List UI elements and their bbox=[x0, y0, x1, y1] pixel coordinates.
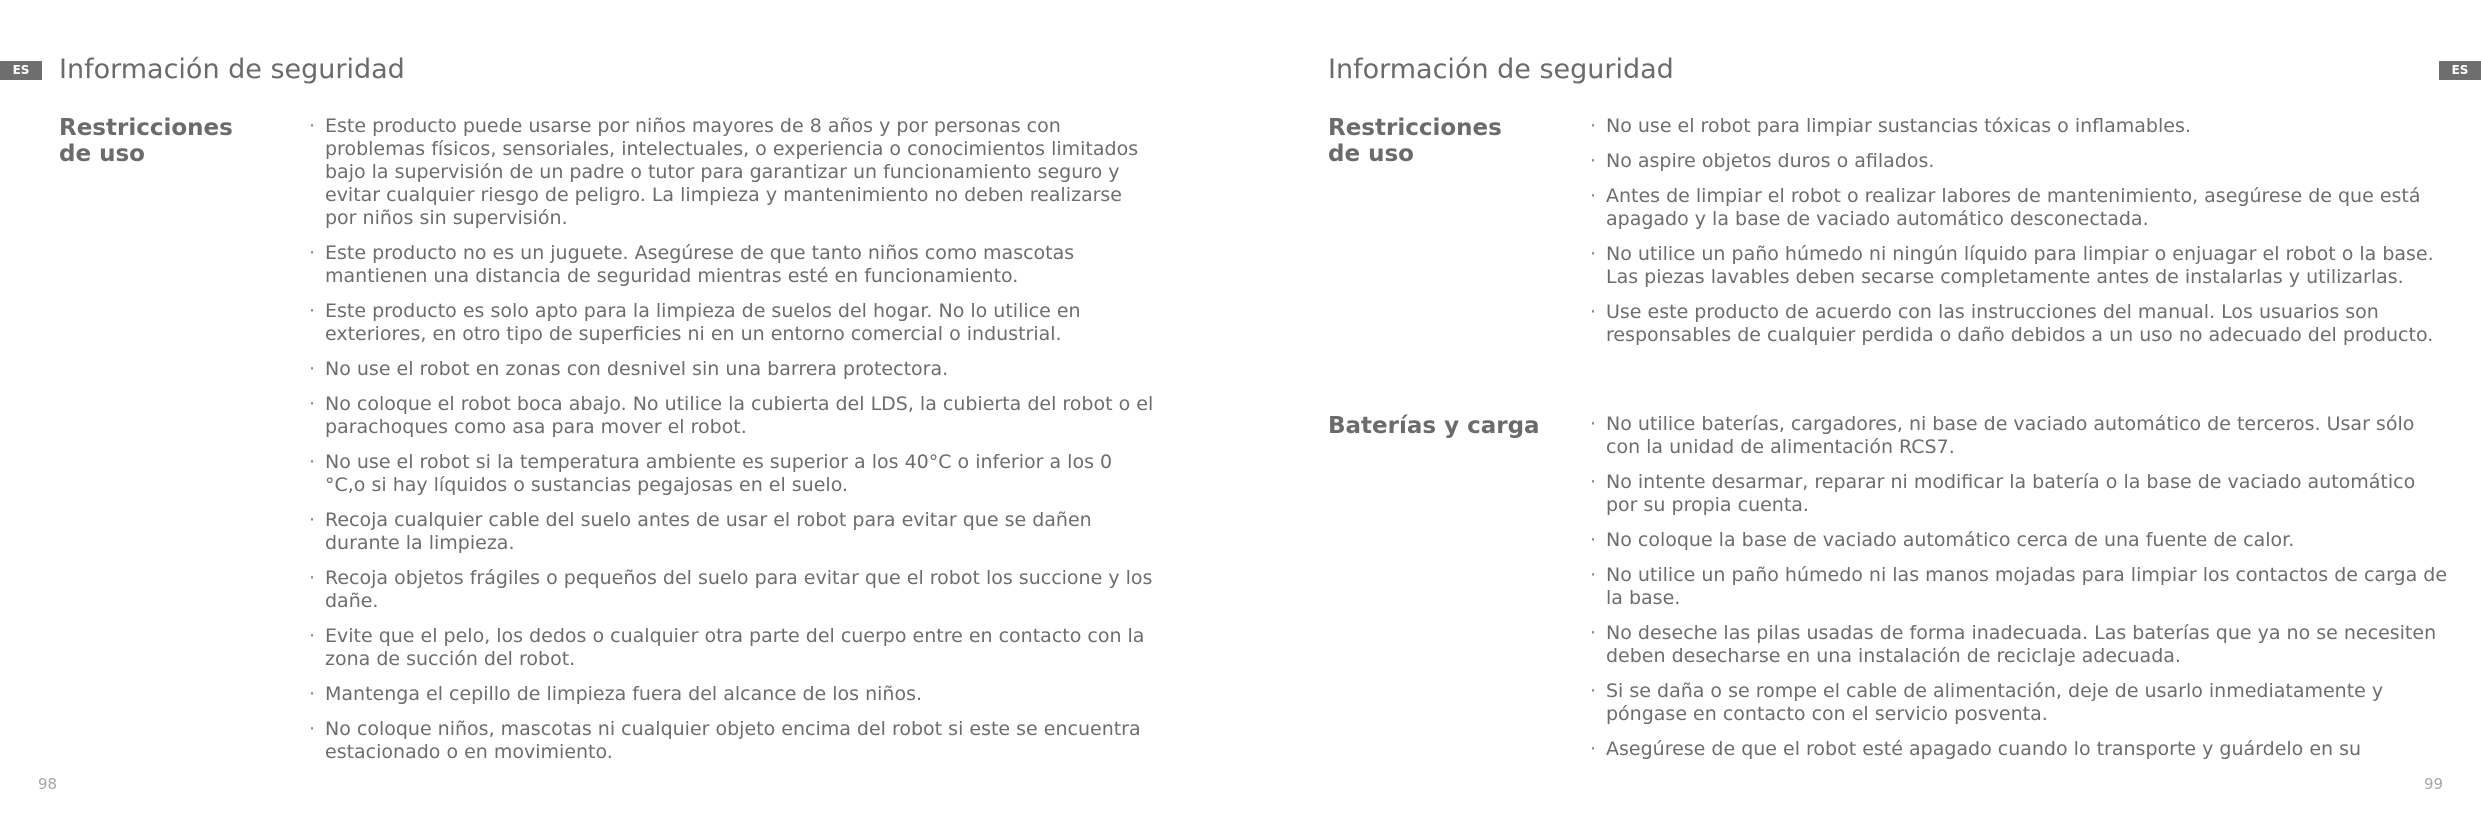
list-item: · No use el robot en zonas con desnivel sin una barrera protectora. bbox=[309, 358, 1155, 381]
section-title-line: Restricciones bbox=[1328, 115, 1502, 141]
list-item: · Este producto es solo apto para la limpieza de suelos del hogar. No lo utilice en exteriores, en otro tipo de superficies ni en un entorno comercial o industrial. bbox=[309, 300, 1155, 346]
section-title-restricciones bbox=[59, 115, 299, 167]
page-number: 98 bbox=[38, 775, 58, 793]
language-tag: ES bbox=[2439, 61, 2481, 80]
section-title-line: de uso bbox=[1328, 141, 1414, 167]
language-tag: ES bbox=[0, 61, 42, 80]
battery-list bbox=[1590, 413, 2450, 773]
list-item: · Use este producto de acuerdo con las instrucciones del manual. Los usuarios son responsables de cualquier perdida o daño debidos a un uso no adecuado del producto. bbox=[1590, 301, 2450, 347]
section-title-restricciones bbox=[1328, 115, 1568, 167]
list-item: · No aspire objetos duros o afilados. bbox=[1590, 150, 2450, 173]
list-item: · No utilice un paño húmedo ni las manos mojadas para limpiar los contactos de carga de la base. bbox=[1590, 564, 2450, 610]
list-item: · Recoja cualquier cable del suelo antes de usar el robot para evitar que se dañen durante la limpieza. bbox=[309, 509, 1155, 555]
list-item: · No coloque el robot boca abajo. No utilice la cubierta del LDS, la cubierta del robot o el parachoques como asa para mover el robot. bbox=[309, 393, 1155, 439]
page-title: Información de seguridad bbox=[1328, 54, 1674, 85]
list-item: · Si se daña o se rompe el cable de alimentación, deje de usarlo inmediatamente y póngase en contacto con el servicio posventa. bbox=[1590, 680, 2450, 726]
list-item: · Antes de limpiar el robot o realizar labores de mantenimiento, asegúrese de que está apagado y la base de vaciado automático desconectada. bbox=[1590, 185, 2450, 231]
list-item: · Este producto no es un juguete. Asegúrese de que tanto niños como mascotas mantienen una distancia de seguridad mientras esté en funcionamiento. bbox=[309, 242, 1155, 288]
list-item: · No use el robot para limpiar sustancias tóxicas o inflamables. bbox=[1590, 115, 2450, 138]
page-number: 99 bbox=[2424, 775, 2444, 793]
right-page bbox=[1240, 0, 2481, 827]
list-item: · Mantenga el cepillo de limpieza fuera del alcance de los niños. bbox=[309, 683, 1155, 706]
section-title-line: Restricciones bbox=[59, 115, 233, 141]
list-item: · No use el robot si la temperatura ambiente es superior a los 40°C o inferior a los 0 °C,o si hay líquidos o sustancias pegajosas en el suelo. bbox=[309, 451, 1155, 497]
list-item: · Asegúrese de que el robot esté apagado cuando lo transporte y guárdelo en su bbox=[1590, 738, 2450, 761]
left-page bbox=[0, 0, 1240, 827]
list-item: · Este producto puede usarse por niños mayores de 8 años y por personas con problemas físicos, sensoriales, intelectuales, o experiencia o conocimientos limitados bajo la supervisión de un padre o tutor para garantizar un funcionamiento seguro y evitar cualquier riesgo de peligro. La limpieza y mantenimiento no deben realizarse por niños sin supervisión. bbox=[309, 115, 1155, 230]
list-item: · No coloque la base de vaciado automático cerca de una fuente de calor. bbox=[1590, 529, 2450, 552]
list-item: · No utilice baterías, cargadores, ni base de vaciado automático de terceros. Usar sólo con la unidad de alimentación RCS7. bbox=[1590, 413, 2450, 459]
list-item: · No coloque niños, mascotas ni cualquier objeto encima del robot si este se encuentra estacionado o en movimiento. bbox=[309, 718, 1155, 764]
page-title: Información de seguridad bbox=[59, 54, 405, 85]
list-item: · Evite que el pelo, los dedos o cualquier otra parte del cuerpo entre en contacto con la zona de succión del robot. bbox=[309, 625, 1155, 671]
section-title-baterias: Baterías y carga bbox=[1328, 413, 1540, 439]
restrictions-list bbox=[309, 115, 1155, 776]
section-title-line: de uso bbox=[59, 141, 145, 167]
list-item: · No deseche las pilas usadas de forma inadecuada. Las baterías que ya no se necesiten deben desecharse en una instalación de reciclaje adecuada. bbox=[1590, 622, 2450, 668]
list-item: · No utilice un paño húmedo ni ningún líquido para limpiar o enjuagar el robot o la base. Las piezas lavables deben secarse completamente antes de instalarlas y utilizarlas. bbox=[1590, 243, 2450, 289]
list-item: · Recoja objetos frágiles o pequeños del suelo para evitar que el robot los succione y los dañe. bbox=[309, 567, 1155, 613]
restrictions-list bbox=[1590, 115, 2450, 359]
list-item: · No intente desarmar, reparar ni modificar la batería o la base de vaciado automático por su propia cuenta. bbox=[1590, 471, 2450, 517]
